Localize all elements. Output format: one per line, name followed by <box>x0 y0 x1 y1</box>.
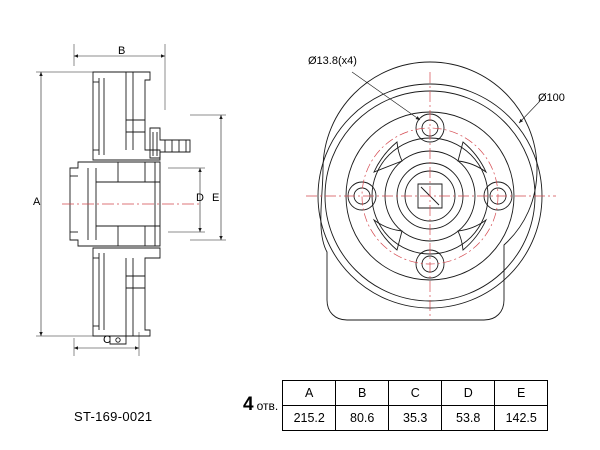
hole-count-number: 4 <box>243 393 254 415</box>
outer-diameter-label: Ø100 <box>538 92 565 104</box>
hole-count-word: отв. <box>256 398 279 413</box>
table-header-C: C <box>389 381 442 406</box>
table-value-B: 80.6 <box>336 406 389 431</box>
spec-table-wrap <box>243 380 548 431</box>
part-number: ST-169-0021 <box>74 409 153 424</box>
table-row <box>283 381 548 406</box>
table-value-D: 53.8 <box>442 406 495 431</box>
table-row <box>283 406 548 431</box>
table-header-B: B <box>336 381 389 406</box>
spec-table <box>282 380 548 431</box>
dimension-label-E: E <box>212 192 220 204</box>
dimension-label-A: A <box>33 196 41 208</box>
dimension-label-B: B <box>118 45 126 57</box>
hole-diameter-label: Ø13.8(x4) <box>308 55 357 67</box>
table-header-D: D <box>442 381 495 406</box>
table-value-C: 35.3 <box>389 406 442 431</box>
table-value-A: 215.2 <box>283 406 336 431</box>
table-header-A: A <box>283 381 336 406</box>
dimension-label-C: C <box>103 334 111 346</box>
leader-lines <box>352 72 540 123</box>
table-value-E: 142.5 <box>495 406 548 431</box>
hole-count-group <box>243 394 278 418</box>
table-header-E: E <box>495 381 548 406</box>
dimension-label-D: D <box>196 192 204 204</box>
